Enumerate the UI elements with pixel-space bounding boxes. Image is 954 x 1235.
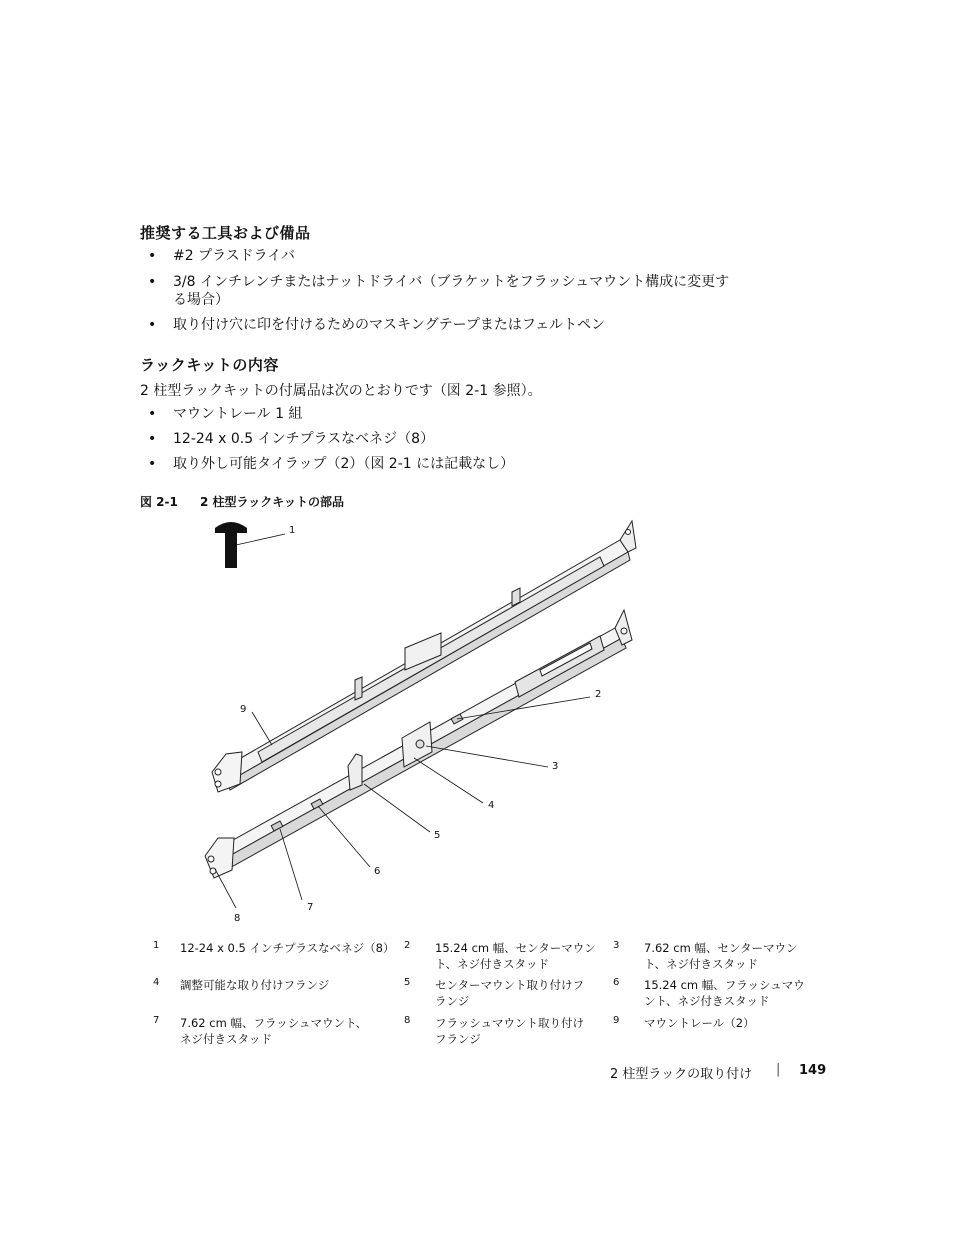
- bullet-marker: •: [148, 431, 157, 447]
- leader-line-6: [318, 806, 370, 867]
- legend-text: [644, 977, 814, 1009]
- leader-line-4: [414, 758, 483, 803]
- screw-icon: [215, 522, 247, 568]
- legend-text: [435, 977, 605, 1009]
- legend-text: [644, 940, 814, 972]
- legend-line: 15.24 cm 幅、フラッシュマウ: [644, 978, 805, 992]
- legend-line: ネジ付きスタッド: [180, 1032, 272, 1046]
- legend-line: 7.62 cm 幅、フラッシュマウント、: [180, 1016, 367, 1030]
- bullet-marker: •: [148, 248, 157, 264]
- leader-line-8: [215, 869, 236, 908]
- legend-text: [180, 1015, 400, 1047]
- legend-number: 8: [404, 1015, 411, 1026]
- legend-line: マウントレール（2）: [644, 1016, 755, 1030]
- leader-line-5: [364, 784, 430, 832]
- list-item-text: マウントレール 1 組: [173, 406, 303, 422]
- legend-line: フラッシュマウント取り付け: [435, 1016, 585, 1030]
- legend-line: ランジ: [435, 994, 470, 1008]
- figure-caption-text: 2 柱型ラックキットの部品: [200, 495, 345, 509]
- legend-text: [644, 1015, 814, 1031]
- callout-5: 5: [434, 830, 441, 841]
- legend-number: 4: [153, 977, 160, 988]
- list-item-text: #2 プラスドライバ: [173, 248, 295, 264]
- footer-chapter: 2 柱型ラックの取り付け: [610, 1067, 753, 1082]
- leader-line-9: [252, 712, 272, 745]
- bullet-marker: •: [148, 274, 157, 290]
- legend-text: [435, 1015, 605, 1047]
- bullet-marker: •: [148, 317, 157, 333]
- leader-line-1: [236, 534, 285, 545]
- callout-9: 9: [240, 704, 247, 715]
- callout-6: 6: [374, 866, 381, 877]
- figure-caption-label: 図 2-1: [140, 495, 178, 509]
- bullet-marker: •: [148, 456, 157, 472]
- callout-7: 7: [307, 902, 314, 913]
- list-item-text: る場合）: [173, 292, 229, 308]
- legend-number: 2: [404, 940, 411, 951]
- leader-line-7: [280, 829, 302, 900]
- legend-number: 3: [613, 940, 620, 951]
- legend-text: [180, 940, 400, 956]
- legend-line: 12-24 x 0.5 インチプラスなベネジ（8）: [180, 941, 395, 955]
- leader-line-3: [426, 746, 548, 767]
- legend-line: ント、ネジ付きスタッド: [644, 994, 770, 1008]
- legend-line: フランジ: [435, 1032, 481, 1046]
- list-item-text: 3/8 インチレンチまたはナットドライバ（ブラケットをフラッシュマウント構成に変更す: [173, 274, 730, 290]
- legend-number: 5: [404, 977, 411, 988]
- section-title-kit: ラックキットの内容: [140, 356, 279, 374]
- legend-text: [435, 940, 605, 972]
- section-title-tools: 推奨する工具および備品: [140, 224, 311, 242]
- legend-line: ト、ネジ付きスタッド: [644, 957, 758, 971]
- legend-number: 7: [153, 1015, 160, 1026]
- kit-intro: 2 柱型ラックキットの付属品は次のとおりです（図 2-1 参照）。: [140, 383, 542, 399]
- callout-4: 4: [488, 800, 495, 811]
- legend-line: ト、ネジ付きスタッド: [435, 957, 549, 971]
- legend-number: 6: [613, 977, 620, 988]
- callout-1: 1: [289, 525, 296, 536]
- list-item-text: 取り付け穴に印を付けるためのマスキングテープまたはフェルトペン: [173, 317, 606, 333]
- legend-number: 9: [613, 1015, 620, 1026]
- footer-separator: |: [776, 1062, 781, 1077]
- callout-3: 3: [552, 761, 559, 772]
- legend-line: 15.24 cm 幅、センターマウン: [435, 941, 596, 955]
- legend-text: [180, 977, 400, 993]
- callout-2: 2: [595, 689, 602, 700]
- page-number: 149: [799, 1063, 827, 1078]
- list-item-text: 取り外し可能タイラップ（2）（図 2-1 には記載なし）: [173, 456, 515, 472]
- bullet-marker: •: [148, 406, 157, 422]
- legend-line: 調整可能な取り付けフランジ: [180, 978, 330, 992]
- legend-line: 7.62 cm 幅、センターマウン: [644, 941, 798, 955]
- callout-8: 8: [234, 913, 241, 924]
- legend-line: センターマウント取り付けフ: [435, 978, 585, 992]
- list-item-text: 12-24 x 0.5 インチプラスなベネジ（8）: [173, 431, 435, 447]
- legend-number: 1: [153, 940, 160, 951]
